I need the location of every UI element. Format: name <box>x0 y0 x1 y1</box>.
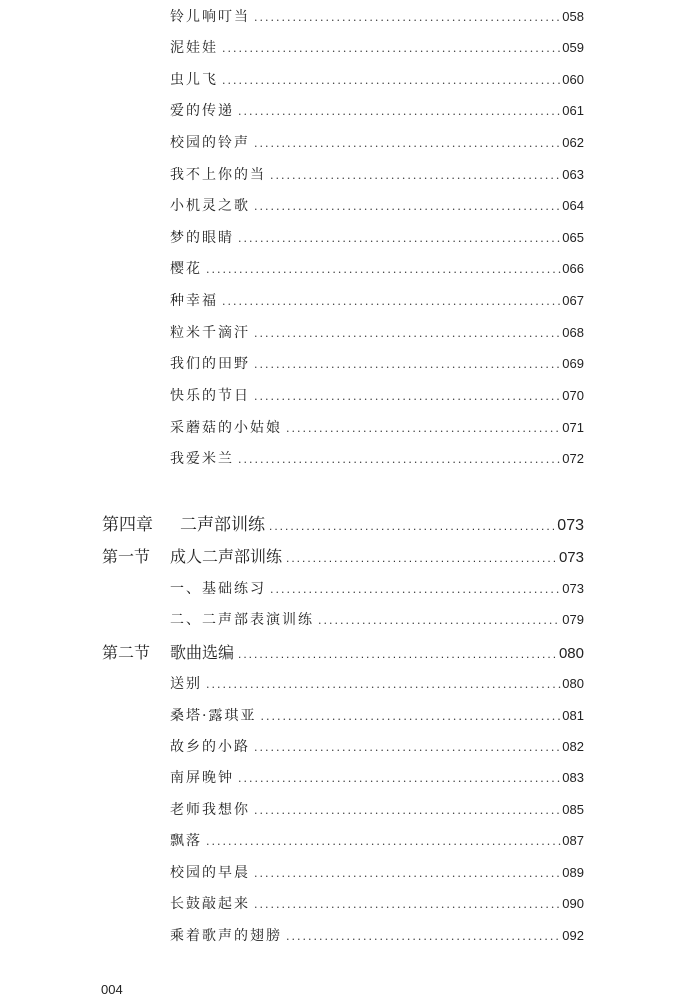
section-label: 第一节 <box>102 549 151 566</box>
toc-entry[interactable] <box>170 100 584 120</box>
toc-entry[interactable] <box>170 673 584 693</box>
dot-leader <box>238 772 561 785</box>
entry-page: 061 <box>562 103 584 118</box>
toc-entry[interactable] <box>170 799 584 819</box>
entry-title: 我爱米兰 <box>170 451 234 467</box>
entry-title: 采蘑菇的小姑娘 <box>170 420 282 436</box>
dot-leader <box>254 327 561 340</box>
section-page: 080 <box>558 645 584 662</box>
entry-title: 桑塔·露琪亚 <box>170 708 257 724</box>
toc-entry[interactable] <box>170 322 584 342</box>
entry-title: 故乡的小路 <box>170 739 250 755</box>
entry-title: 校园的早晨 <box>170 865 250 881</box>
entry-page: 080 <box>562 676 584 691</box>
entry-title: 长鼓敲起来 <box>170 896 250 912</box>
entry-page: 070 <box>562 388 584 403</box>
toc-entry[interactable] <box>170 385 584 405</box>
entry-title: 一、基础练习 <box>170 581 266 597</box>
entry-page: 063 <box>562 167 584 182</box>
dot-leader <box>286 551 558 565</box>
toc-entry[interactable] <box>170 417 584 437</box>
dot-leader <box>270 169 561 182</box>
dot-leader <box>286 422 561 435</box>
toc-entry[interactable] <box>170 767 584 787</box>
dot-leader <box>222 74 561 87</box>
page-number: 004 <box>101 982 123 997</box>
entry-title: 老师我想你 <box>170 802 250 818</box>
dot-leader <box>254 11 561 24</box>
dot-leader <box>238 232 561 245</box>
toc-entry[interactable] <box>170 164 584 184</box>
entry-title: 粒米千滴汗 <box>170 325 250 341</box>
entry-title: 樱花 <box>170 261 202 277</box>
toc-entry[interactable] <box>170 578 584 598</box>
dot-leader <box>270 583 561 596</box>
entry-title: 送别 <box>170 676 202 692</box>
chapter-page: 073 <box>557 517 584 534</box>
dot-leader <box>206 835 561 848</box>
toc-entry[interactable] <box>170 893 584 913</box>
entry-title: 泥娃娃 <box>170 40 218 56</box>
entry-title: 南屏晚钟 <box>170 770 234 786</box>
entry-page: 079 <box>562 612 584 627</box>
dot-leader <box>206 678 561 691</box>
entry-page: 058 <box>562 9 584 24</box>
section-title: 成人二声部训练 <box>170 549 283 566</box>
entry-page: 068 <box>562 325 584 340</box>
chapter-label: 第四章 <box>102 515 153 534</box>
dot-leader <box>238 105 561 118</box>
dot-leader <box>269 519 556 533</box>
dot-leader <box>286 930 561 943</box>
entry-page: 069 <box>562 356 584 371</box>
dot-leader <box>254 804 561 817</box>
toc-entry[interactable] <box>170 258 584 278</box>
section-heading[interactable] <box>102 544 584 567</box>
entry-page: 073 <box>562 581 584 596</box>
dot-leader <box>318 614 561 627</box>
entry-page: 092 <box>562 928 584 943</box>
toc-entry[interactable] <box>170 69 584 89</box>
dot-leader <box>260 710 561 723</box>
toc-entry[interactable] <box>170 132 584 152</box>
toc-entry[interactable] <box>170 6 584 26</box>
toc-entry[interactable] <box>170 830 584 850</box>
entry-title: 种幸福 <box>170 293 218 309</box>
entry-page: 089 <box>562 865 584 880</box>
entry-page: 060 <box>562 72 584 87</box>
entry-page: 085 <box>562 802 584 817</box>
entry-page: 072 <box>562 451 584 466</box>
entry-title: 我不上你的当 <box>170 167 266 183</box>
entry-title: 小机灵之歌 <box>170 198 250 214</box>
entry-page: 087 <box>562 833 584 848</box>
dot-leader <box>254 358 561 371</box>
entry-page: 064 <box>562 198 584 213</box>
entry-page: 071 <box>562 420 584 435</box>
chapter-heading[interactable] <box>102 510 584 535</box>
entry-title: 虫儿飞 <box>170 72 218 88</box>
section-page: 073 <box>558 549 584 566</box>
dot-leader <box>206 263 561 276</box>
entry-page: 059 <box>562 40 584 55</box>
dot-leader <box>254 741 561 754</box>
entry-page: 090 <box>562 896 584 911</box>
section-title: 歌曲选编 <box>170 645 235 662</box>
dot-leader <box>254 137 561 150</box>
toc-entry[interactable] <box>170 705 584 725</box>
entry-page: 083 <box>562 770 584 785</box>
toc-entry[interactable] <box>170 736 584 756</box>
entry-title: 校园的铃声 <box>170 135 250 151</box>
entry-title: 飘落 <box>170 833 202 849</box>
toc-entry[interactable] <box>170 37 584 57</box>
dot-leader <box>222 42 561 55</box>
toc-entry[interactable] <box>170 227 584 247</box>
dot-leader <box>254 390 561 403</box>
toc-entry[interactable] <box>170 925 584 945</box>
section-heading[interactable] <box>102 640 584 663</box>
entry-page: 067 <box>562 293 584 308</box>
entry-page: 065 <box>562 230 584 245</box>
entry-page: 066 <box>562 261 584 276</box>
entry-title: 爱的传递 <box>170 103 234 119</box>
entry-title: 铃儿响叮当 <box>170 9 250 25</box>
entry-title: 我们的田野 <box>170 356 250 372</box>
entry-page: 062 <box>562 135 584 150</box>
toc-entry[interactable] <box>170 195 584 215</box>
dot-leader <box>238 453 561 466</box>
entry-title: 乘着歌声的翅膀 <box>170 928 282 944</box>
dot-leader <box>238 647 558 661</box>
toc-entry[interactable] <box>170 290 584 310</box>
entry-page: 081 <box>562 708 584 723</box>
toc-entry[interactable] <box>170 448 584 468</box>
section-label: 第二节 <box>102 645 151 662</box>
toc-entry[interactable] <box>170 353 584 373</box>
dot-leader <box>254 867 561 880</box>
entry-title: 梦的眼睛 <box>170 230 234 246</box>
dot-leader <box>254 898 561 911</box>
entry-title: 快乐的节日 <box>170 388 250 404</box>
entry-page: 082 <box>562 739 584 754</box>
toc-entry[interactable] <box>170 862 584 882</box>
dot-leader <box>254 200 561 213</box>
dot-leader <box>222 295 561 308</box>
entry-title: 二、二声部表演训练 <box>170 612 314 628</box>
chapter-title: 二声部训练 <box>180 515 265 534</box>
toc-entry[interactable] <box>170 609 584 629</box>
